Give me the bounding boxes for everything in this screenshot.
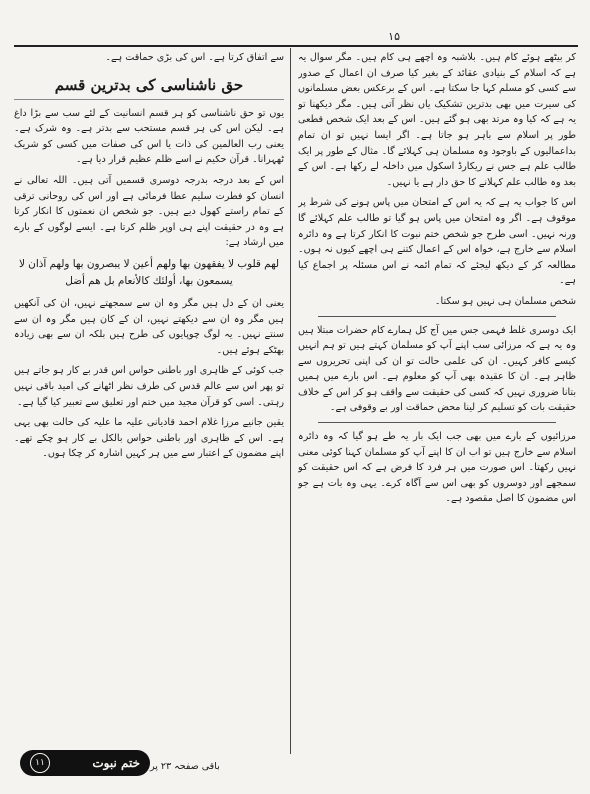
left-column xyxy=(14,50,284,754)
quran-verse: لهم قلوب لا يفقهون بها ولهم أعين لا يبصرون بها ولهم آذان لا يسمعون بها، أولئك كالأنعام بل هم أضل xyxy=(18,257,280,287)
paragraph: اس کے بعد درجہ بدرجہ دوسری قسمیں آتی ہیں۔ اللہ تعالی نے انسان کو فطرت سلیم عطا فرمائی ہے اور اس کی روحانی ترقی کے تمام راستے کھول دیے ہیں۔ جو شخص ان نعمتوں کا انکار کرتا ہے وہ در حقیقت اپنے ہی اوپر ظلم کرتا ہے۔ ایسے لوگوں کے بارے میں ارشاد ہے: xyxy=(14,174,284,249)
paragraph: یوں تو حق ناشناسی کو ہر قسم انسانیت کے لئے سب سے بڑا داغ ہے۔ لیکن اس کی ہر قسم مستحب سے بدتر ہے۔ وہ شرک ہے۔ یعنی رب العالمین کی ذات یا اس کی صفات میں کسی کو شریک ٹھہرانا۔ قرآن حکیم نے اسے ظلم عظیم قرار دیا ہے۔ xyxy=(14,107,284,166)
paragraph: اس کا جواب یہ ہے کہ یہ اس کے امتحان میں پاس ہونے کی شرط پر موقوف ہے۔ اگر وہ امتحان میں پاس ہو گیا تو طالب علم کہلائے گا ورنہ نہیں۔ اسی طرح جو شخص ختم نبوت کا انکار کرتا ہے وہ دائرہ اسلام سے خارج ہے، خواہ اس کے اعمال کتنے ہی اچھے کیوں نہ ہوں۔ مطالعہ کر کے دیکھ لیجئے کہ تمام ائمہ نے اس مسئلہ پر اجماع کیا ہے۔ xyxy=(298,197,576,287)
paragraph: شخص مسلمان ہی نہیں ہو سکتا۔ xyxy=(434,295,576,307)
paragraph: جب کوئی کے ظاہری اور باطنی حواس اس قدر بے کار ہو جاتے ہیں تو پھر اس سے عالم قدس کی طرف نظر اٹھانے کی امید باقی نہیں رہتی۔ اسی کو قرآن مجید میں ختم اور تعلیق سے تعبیر کیا گیا ہے۔ xyxy=(14,365,284,408)
column-divider xyxy=(290,48,291,754)
paragraph: یعنی ان کے دل ہیں مگر وہ ان سے سمجھتے نہیں، ان کی آنکھیں ہیں مگر وہ ان سے دیکھتے نہیں، ان کے کان ہیں مگر وہ ان سے سنتے نہیں۔ یہ لوگ چوپایوں کی طرح ہیں بلکہ ان سے بھی زیادہ بھٹکے ہوئے ہیں۔ xyxy=(14,297,284,356)
paragraph: مرزائیوں کے بارے میں بھی جب ایک بار یہ طے ہو گیا کہ وہ دائرہ اسلام سے خارج ہیں تو اب ان کا اپنے آپ کو مسلمان کہنا کوئی معنی نہیں رکھتا۔ اس صورت میں ہر فرد کا فرض ہے کہ اس حقیقت کو سمجھے اور دوسروں کو بھی اس سے آگاہ کرے۔ یہی وہ بات ہے جو اس مضمون کا اصل مقصود ہے۔ xyxy=(298,431,576,505)
right-column xyxy=(298,50,576,754)
magazine-title: ختم نبوت xyxy=(92,756,140,770)
paragraph: کر بیٹھے ہوئے کام ہیں۔ بلاشبہ وہ اچھے ہی کام ہیں۔ مگر سوال یہ ہے کہ اسلام کے بنیادی عقائد کے بغیر کیا صرف ان اعمال کے صدور سے کسی کو مسلم کہا جا سکتا ہے۔ اس کے برعکس بعض مسلمانوں کی سیرت میں بھی بدترین تشکیک یاں نظر آتی ہیں۔ مگر دیکھنا تو یہ ہے کہ کیا وہ مرتد بھی ہو گئے ہیں۔ اس کے بعد ایک شخص قطعی طور پر اسلام سے باہر ہو جاتا ہے۔ اگر ایسا نہیں تو ان تمام بداعمالیوں کے باوجود وہ مسلمان ہی کہلائے گا۔ مثال کے طور پر ایک طالب علم ہے جس نے ریکارڈ اسکول میں داخلہ لے رکھا ہے۔ اس کے بعد وہ طالب علم کہلانے کا حق دار ہے یا نہیں۔ xyxy=(298,52,576,188)
opening-line: سے اتفاق کرتا ہے۔ اس کی بڑی حماقت ہے۔ xyxy=(105,52,284,63)
section-divider xyxy=(318,316,556,317)
header-rule xyxy=(14,45,578,47)
paragraph: ایک دوسری غلط فہمی جس میں آج کل ہمارے کام حضرات مبتلا ہیں وہ یہ ہے کہ مرزائی سب اپنے آپ کو مسلمان کہتے ہیں تو ہم انہیں کیسے کافر کہیں۔ ان کی علمی حالت تو ان کی اپنی تحریروں سے ظاہر ہے۔ ان کا عقیدہ بھی آپ کو معلوم ہے۔ اس بارے میں ہمیں بتانا ضروری نہیں کہ کسی کی حقیقت سے واقف ہو کر اس کے خلاف حقیقت بات کو تسلیم کر لینا محض حماقت اور بے وقوفی ہے۔ xyxy=(298,324,576,414)
magazine-badge xyxy=(20,750,150,776)
continued-note: باقی صفحہ ۲۳ پر xyxy=(150,761,220,772)
section-divider xyxy=(318,422,556,423)
page-number: ۱۱ xyxy=(30,753,50,773)
section-heading: حق ناشناسی کی بدترین قسم xyxy=(14,74,284,100)
paragraph: یقین جانیے مرزا غلام احمد قادیانی علیہ ما علیہ کی حالت بھی یہی ہے۔ اس کے ظاہری اور باطنی حواس بالکل بے کار ہو چکے تھے۔ اپنے مضمون کے اعتبار سے میں ہر کہیں اشارہ کر چکا ہوں۔ xyxy=(14,417,284,460)
page-folio: ۱۵ xyxy=(388,30,400,43)
